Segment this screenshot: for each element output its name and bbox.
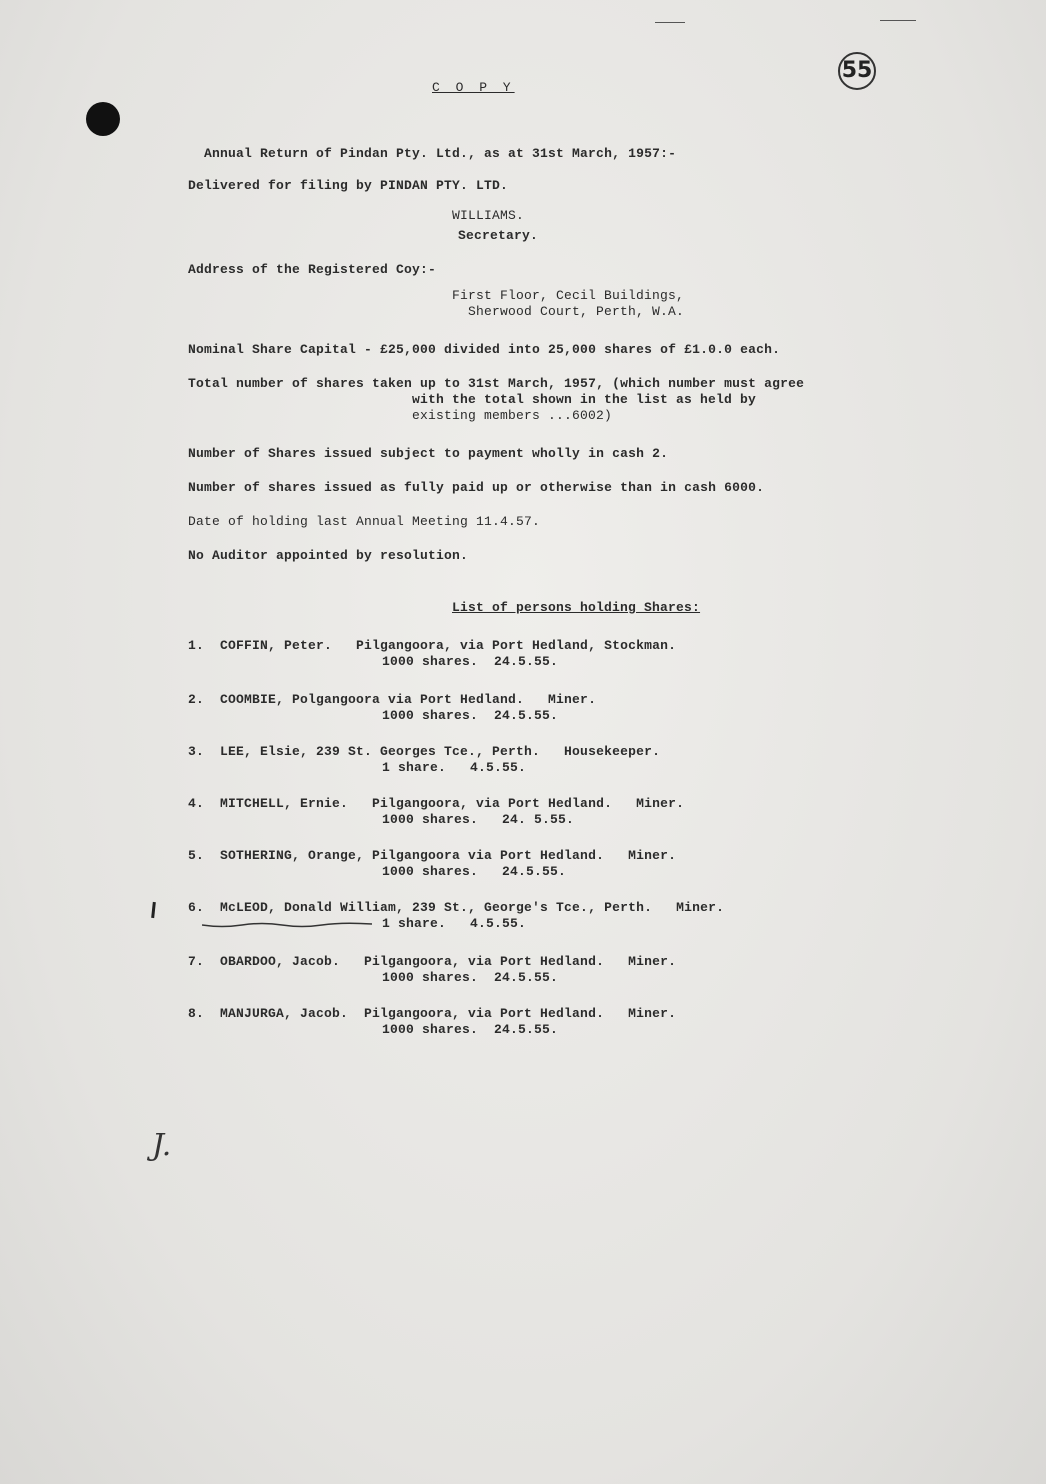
handwritten-initials: J. [152, 1128, 172, 1163]
margin-mark [151, 902, 156, 918]
holder-shares: 1000 shares. 24.5.55. [382, 864, 567, 879]
signatory-name: WILLIAMS. [452, 208, 525, 223]
holder-entry: 4. MITCHELL, Ernie. Pilgangoora, via Port Hedland. Miner. [188, 796, 685, 811]
holder-entry: 6. McLEOD, Donald William, 239 St., George's Tce., Perth. Miner. [188, 900, 725, 915]
holder-shares: 1000 shares. 24. 5.55. [382, 812, 575, 827]
scan-mark [655, 22, 685, 23]
holder-entry: 3. LEE, Elsie, 239 St. Georges Tce., Perth. Housekeeper. [188, 744, 661, 759]
address-line-2: Sherwood Court, Perth, W.A. [468, 304, 685, 319]
holder-shares: 1 share. 4.5.55. [382, 760, 527, 775]
address-label: Address of the Registered Coy:- [188, 262, 437, 277]
holder-shares: 1000 shares. 24.5.55. [382, 1022, 559, 1037]
copy-heading: C O P Y [432, 80, 515, 95]
nominal-capital: Nominal Share Capital - £25,000 divided into 25,000 shares of £1.0.0 each. [188, 342, 781, 357]
underline-squiggle [202, 922, 372, 928]
holder-shares: 1000 shares. 24.5.55. [382, 708, 559, 723]
meeting-date: Date of holding last Annual Meeting 11.4.57. [188, 514, 541, 529]
total-shares-1: Total number of shares taken up to 31st March, 1957, (which number must agree [188, 376, 805, 391]
holder-entry: 1. COFFIN, Peter. Pilgangoora, via Port Hedland, Stockman. [188, 638, 677, 653]
punch-hole [86, 102, 120, 136]
signatory-title: Secretary. [458, 228, 539, 243]
address-line-1: First Floor, Cecil Buildings, [452, 288, 685, 303]
holder-entry: 5. SOTHERING, Orange, Pilgangoora via Port Hedland. Miner. [188, 848, 677, 863]
holder-entry: 7. OBARDOO, Jacob. Pilgangoora, via Port Hedland. Miner. [188, 954, 677, 969]
holder-entry: 2. COOMBIE, Polgangoora via Port Hedland. Miner. [188, 692, 597, 707]
total-shares-2: with the total shown in the list as held by [412, 392, 757, 407]
return-title: Annual Return of Pindan Pty. Ltd., as at 31st March, 1957:- [204, 146, 677, 161]
holder-entry: 8. MANJURGA, Jacob. Pilgangoora, via Port Hedland. Miner. [188, 1006, 677, 1021]
holder-shares: 1000 shares. 24.5.55. [382, 654, 559, 669]
scan-mark [880, 20, 916, 21]
holders-heading: List of persons holding Shares: [452, 600, 701, 615]
total-shares-3: existing members ...6002) [412, 408, 613, 423]
shares-cash: Number of Shares issued subject to payment wholly in cash 2. [188, 446, 669, 461]
delivered-line: Delivered for filing by PINDAN PTY. LTD. [188, 178, 509, 193]
holder-shares: 1 share. 4.5.55. [382, 916, 527, 931]
shares-other: Number of shares issued as fully paid up or otherwise than in cash 6000. [188, 480, 765, 495]
page-number-stamp: 55 [838, 52, 876, 90]
holder-shares: 1000 shares. 24.5.55. [382, 970, 559, 985]
auditor-line: No Auditor appointed by resolution. [188, 548, 469, 563]
